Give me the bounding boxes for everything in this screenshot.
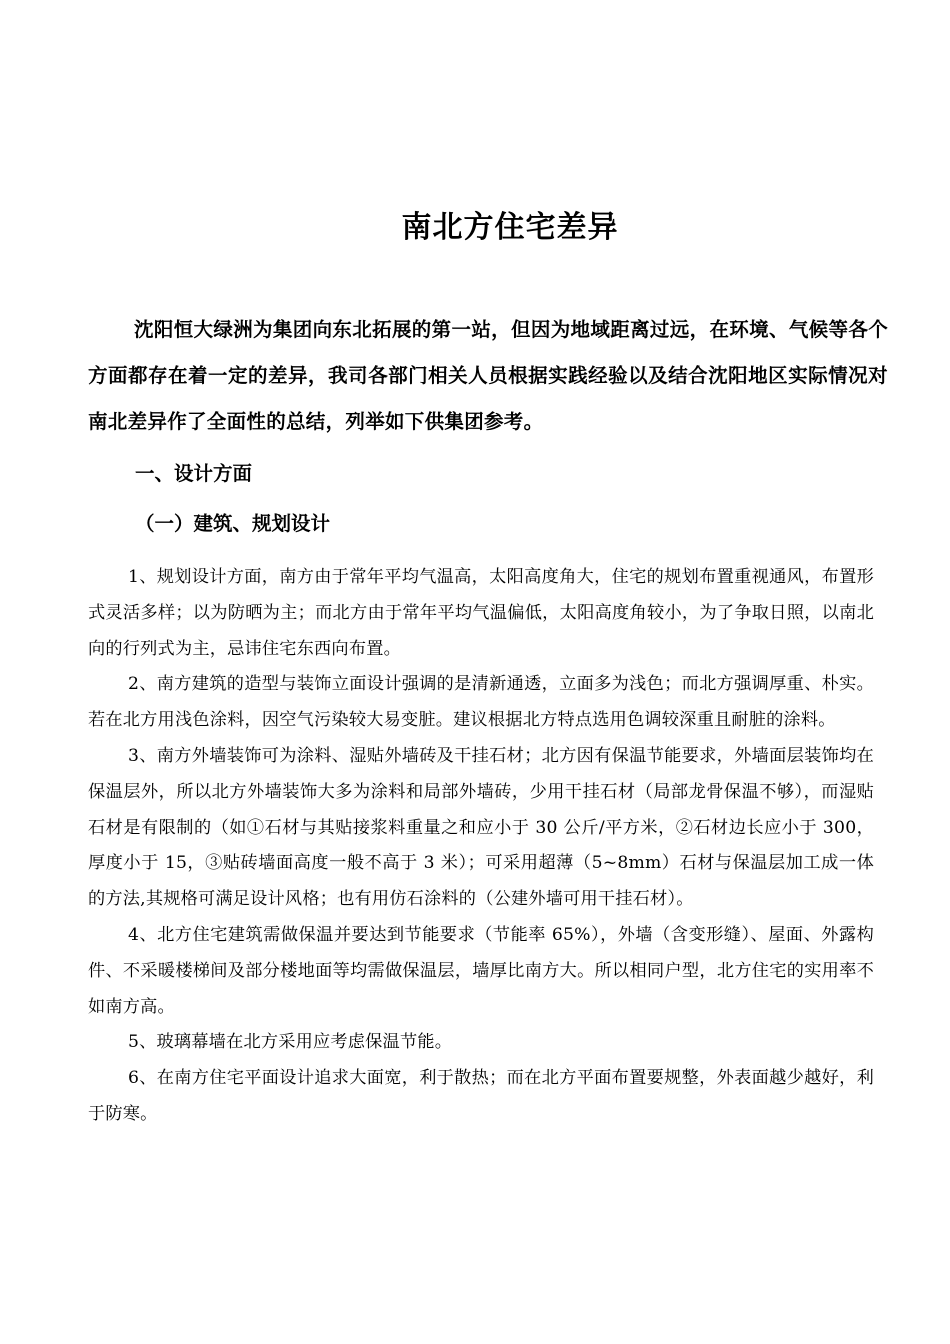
document-title: 南北方住宅差异 [401,210,619,245]
body-paragraph: 1、规划设计方面，南方由于常年平均气温高，太阳高度角大，住宅的规划布置重视通风，布置形式灵活多样；以为防晒为主；而北方由于常年平均气温偏低，太阳高度角较小，为了争取日照，以南北向的行列式为主，忌讳住宅东西向布置。 [88,567,874,659]
body-paragraph: 6、在南方住宅平面设计追求大面宽，利于散热；而在北方平面布置要规整，外表面越少越好，利于防寒。 [88,1068,874,1124]
intro-paragraph: 沈阳恒大绿洲为集团向东北拓展的第一站，但因为地域距离过远，在环境、气候等各个方面都存在着一定的差异，我司各部门相关人员根据实践经验以及结合沈阳地区实际情况对南北差异作了全面性的总结，列举如下供集团参考。 [88,318,888,433]
body-paragraph: 3、南方外墙装饰可为涂料、湿贴外墙砖及干挂石材；北方因有保温节能要求，外墙面层装饰均在保温层外，所以北方外墙装饰大多为涂料和局部外墙砖，少用干挂石材（局部龙骨保温不够），而湿贴石材是有限制的（如①石材与其贴接浆料重量之和应小于 30 公斤/平方米，②石材边长应小于 300，厚度小于 15，③贴砖墙面高度一般不高于 3 米）；可采用超薄（5~8mm）石材与保温层加工成一体的方法,其规格可满足设计风格；也有用仿石涂料的（公建外墙可用干挂石材）。 [88,745,874,910]
body-paragraph: 4、北方住宅建筑需做保温并要达到节能要求（节能率 65%），外墙（含变形缝）、屋面、外露构件、不采暖楼梯间及部分楼地面等均需做保温层，墙厚比南方大。所以相同户型，北方住宅的实用率不如南方高。 [88,924,874,1017]
body-paragraph: 2、南方建筑的造型与装饰立面设计强调的是清新通透，立面多为浅色；而北方强调厚重、朴实。若在北方用浅色涂料，因空气污染较大易变脏。建议根据北方特点选用色调较深重且耐脏的涂料。 [88,674,874,731]
paragraph-list [88,560,874,1133]
body-paragraph: 5、玻璃幕墙在北方采用应考虑保温节能。 [128,1032,453,1053]
subsection-heading: （一）建筑、规划设计 [135,512,331,535]
section-heading: 一、设计方面 [135,462,253,485]
